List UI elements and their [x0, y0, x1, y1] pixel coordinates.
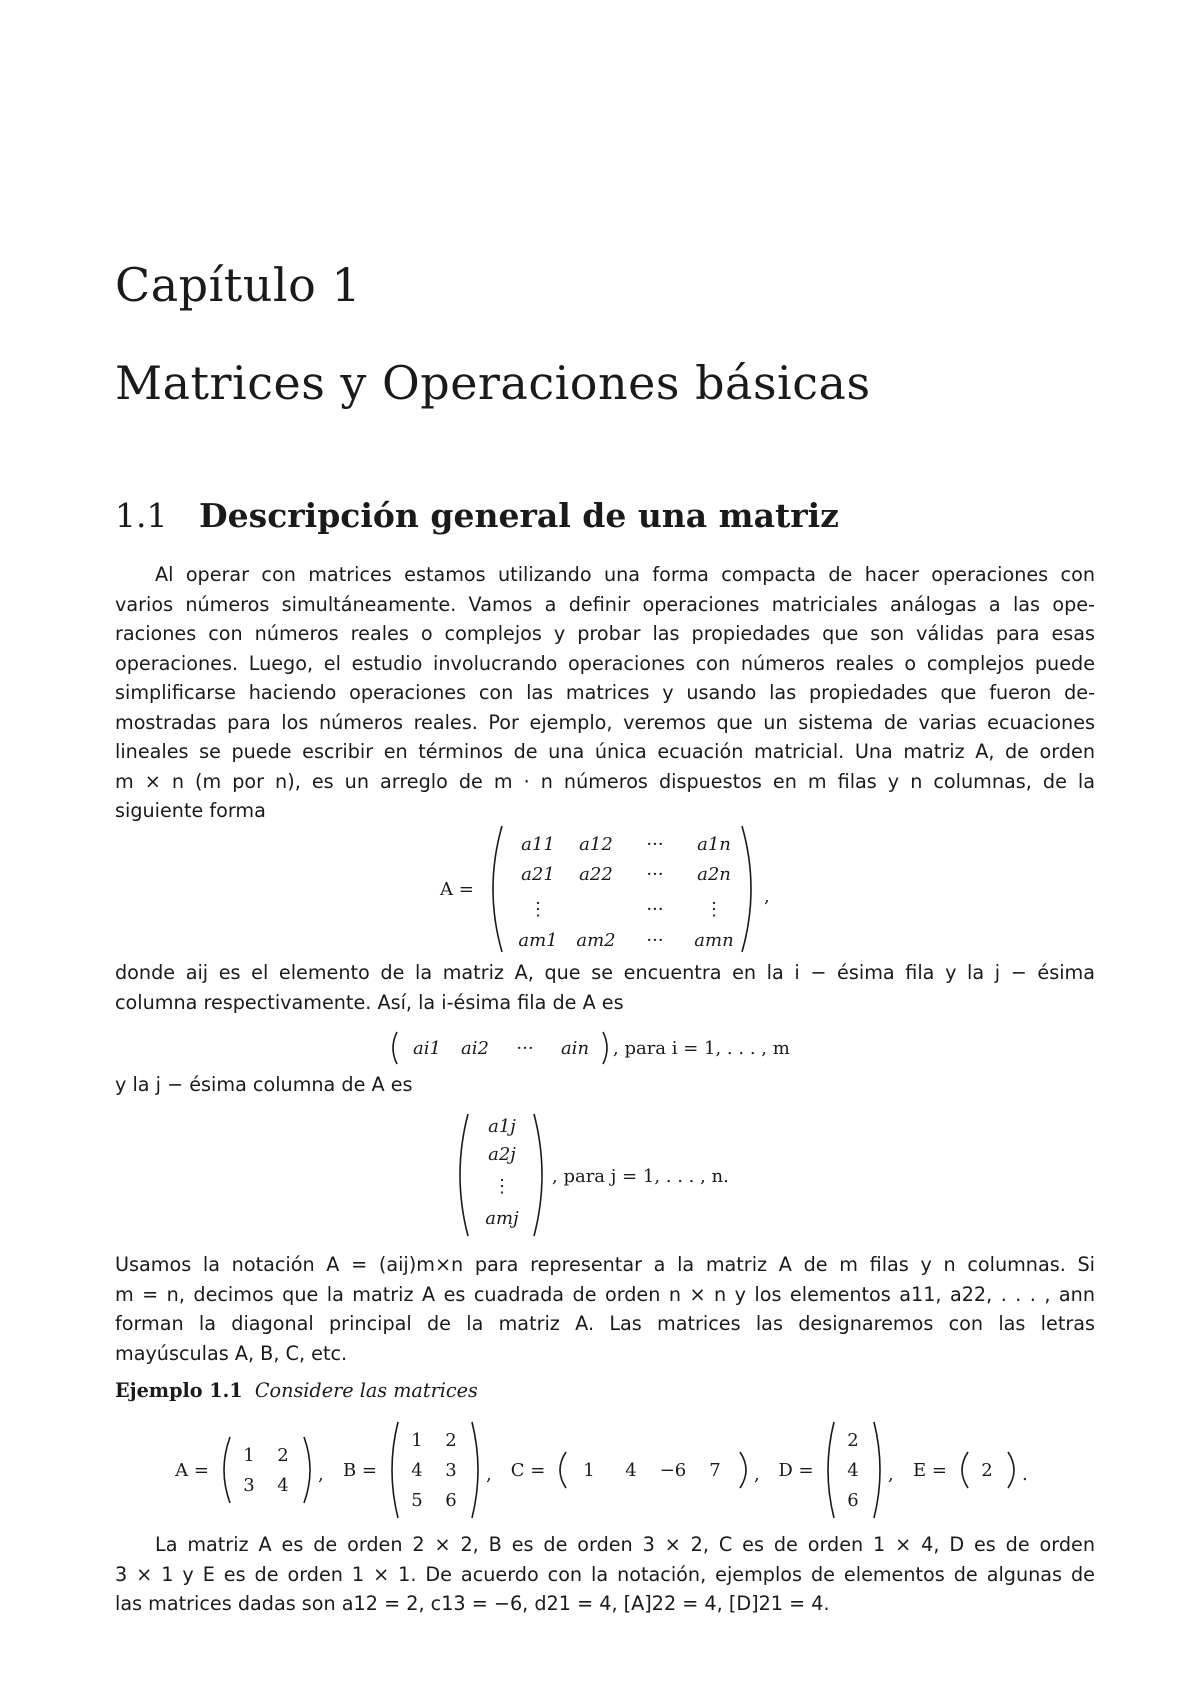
paragraph-line: simplificarse haciendo operaciones con las matrices y usando las propiedades que fueron de-	[115, 681, 1095, 704]
column-vector	[452, 1110, 782, 1240]
paragraph-line: mostradas para los números reales. Por ejemplo, veremos que un sistema de varias ecuaciones	[115, 710, 1095, 734]
matrix-entry: −6	[659, 1460, 687, 1481]
paragraph-line: forman la diagonal principal de la matriz A. Las matrices las designaremos con las letras	[115, 1312, 1095, 1335]
column-intro	[115, 1070, 1095, 1100]
paragraph-line: m = n, decimos que la matriz A es cuadrada de orden n × n y los elementos a11, a22, . . . , ann	[115, 1282, 1095, 1306]
matrix-name: C =	[510, 1460, 546, 1481]
matrix-entry: 2	[847, 1430, 859, 1451]
matrix-entry: 6	[445, 1490, 457, 1511]
paragraph-line: donde aij es el elemento de la matriz A, que se encuentra en la i − ésima fila y la j − ésima	[115, 961, 1095, 984]
closing-paragraph	[115, 1530, 1095, 1619]
vector-entry: ai2	[461, 1038, 489, 1059]
comma: ,	[486, 1464, 492, 1485]
left-paren	[493, 826, 502, 952]
matrix-entry: 3	[243, 1475, 255, 1496]
matrix-entry: 1	[411, 1430, 423, 1451]
paragraph-line: operaciones. Luego, el estudio involucrando operaciones con números reales o complejos puede	[115, 651, 1095, 675]
row-vector-suffix: , para i = 1, . . . , m	[613, 1038, 790, 1059]
matrix-entry: a2n	[697, 864, 731, 885]
matrix-entry: 2	[445, 1430, 457, 1451]
section-title: Descripción general de una matriz	[199, 496, 839, 535]
left-paren	[224, 1437, 230, 1503]
right-paren	[304, 1437, 310, 1503]
matrix-entry: 2	[277, 1445, 289, 1466]
matrix-name: E =	[913, 1460, 947, 1481]
right-paren	[1008, 1452, 1014, 1488]
paragraph-line: 3 × 1 y E es de orden 1 × 1. De acuerdo con la notación, ejemplos de elementos de algunas de	[115, 1562, 1095, 1586]
section-heading	[115, 496, 839, 535]
vector-entry: ⋮	[493, 1176, 511, 1197]
example-text: Considere las matrices	[254, 1379, 478, 1402]
column-vector-suffix: , para j = 1, . . . , n.	[552, 1166, 729, 1187]
matrix-entry: a11	[521, 834, 555, 855]
matrix-entry: am2	[576, 930, 616, 951]
right-paren	[740, 1452, 746, 1488]
matrix-entry: 7	[709, 1460, 721, 1481]
matrix-entry: 2	[981, 1460, 993, 1481]
vector-entry: ai1	[413, 1038, 441, 1059]
paragraph-line: columna respectivamente. Así, la i-ésima fila de A es	[115, 990, 624, 1014]
paragraph-line: lineales se puede escribir en términos de una única ecuación matricial. Una matriz A, de orden	[115, 740, 1095, 763]
matrix-entry: a1n	[697, 834, 731, 855]
paragraph-line: mayúsculas A, B, C, etc.	[115, 1341, 348, 1365]
paragraph-line: las matrices dadas son a12 = 2, c13 = −6, d21 = 4, [A]22 = 4, [D]21 = 4.	[115, 1592, 830, 1615]
matrix-name: A =	[175, 1460, 209, 1481]
vector-entry: ain	[560, 1038, 590, 1059]
matrix-name: B =	[342, 1460, 378, 1481]
paragraph-line: varios números simultáneamente. Vamos a definir operaciones matriciales análogas a las ope-	[115, 592, 1095, 616]
matrix-name: D =	[778, 1460, 814, 1481]
general-matrix	[430, 820, 790, 958]
matrix-entry: 4	[277, 1475, 289, 1496]
matrix-entry: a21	[521, 864, 555, 885]
example-matrices	[170, 1412, 1050, 1528]
matrix-entry: 5	[411, 1490, 423, 1511]
matrix-entry: ···	[646, 899, 664, 920]
example-heading	[115, 1376, 1095, 1406]
comma: ,	[754, 1464, 760, 1485]
row-vector	[385, 1028, 855, 1068]
comma: ,	[318, 1464, 324, 1485]
example-label: Ejemplo 1.1	[115, 1379, 243, 1402]
matrix-entry: a22	[579, 864, 613, 885]
paragraph-line: y la j − ésima columna de A es	[115, 1073, 413, 1096]
matrix-entry: am1	[518, 930, 558, 951]
matrix-entry: 4	[625, 1460, 637, 1481]
matrix-entry: 1	[243, 1445, 255, 1466]
matrix-entry: 6	[847, 1490, 859, 1511]
vector-entry: a1j	[488, 1116, 516, 1137]
paragraph-line: Al operar con matrices estamos utilizando una forma compacta de hacer operaciones con	[155, 563, 1095, 586]
matrix-lhs: A =	[440, 879, 474, 900]
vector-entry: a2j	[488, 1144, 516, 1165]
left-paren	[393, 1032, 397, 1064]
matrix-entry: ···	[646, 834, 664, 855]
left-paren	[460, 1114, 468, 1236]
chapter-heading: Capítulo 1	[115, 258, 362, 312]
notation-paragraph	[115, 1250, 1095, 1368]
matrix-entry: 3	[445, 1460, 457, 1481]
matrix-trailing-comma: ,	[764, 886, 770, 907]
right-paren	[874, 1422, 880, 1518]
paragraph-line: m × n (m por n), es un arreglo de m · n números dispuestos en m filas y n columnas, de la	[115, 769, 1095, 793]
left-paren	[392, 1422, 398, 1518]
right-paren	[742, 826, 751, 952]
matrix-entry: a12	[579, 834, 613, 855]
paragraph-line: La matriz A es de orden 2 × 2, B es de orden 3 × 2, C es de orden 1 × 4, D es de orden	[155, 1533, 1095, 1556]
matrix-entry: ⋮	[705, 899, 723, 920]
matrix-entry: 4	[411, 1460, 423, 1481]
right-paren	[603, 1032, 607, 1064]
vector-entry: ···	[516, 1038, 534, 1059]
matrix-entry: ···	[646, 864, 664, 885]
after-matrix-paragraph	[115, 958, 1095, 1017]
matrix-entry: ···	[646, 930, 664, 951]
paragraph-line: raciones con números reales o complejos y probar las propiedades que son válidas para esas	[115, 622, 1095, 645]
right-paren	[472, 1422, 478, 1518]
matrix-entry: amn	[694, 930, 734, 951]
period: .	[1022, 1464, 1028, 1485]
left-paren	[962, 1452, 968, 1488]
matrix-entry: ⋮	[529, 899, 547, 920]
vector-entry: amj	[485, 1208, 519, 1229]
left-paren	[828, 1422, 834, 1518]
matrix-entry: 4	[847, 1460, 859, 1481]
intro-paragraph	[115, 560, 1095, 826]
left-paren	[560, 1452, 566, 1488]
paragraph-line: Usamos la notación A = (aij)m×n para representar a la matriz A de m filas y n columnas. Si	[115, 1253, 1095, 1276]
paragraph-line: siguiente forma	[115, 799, 266, 822]
chapter-title: Matrices y Operaciones básicas	[115, 356, 871, 410]
section-number: 1.1	[115, 496, 168, 535]
matrix-entry: 1	[583, 1460, 595, 1481]
comma: ,	[888, 1464, 894, 1485]
right-paren	[534, 1114, 542, 1236]
